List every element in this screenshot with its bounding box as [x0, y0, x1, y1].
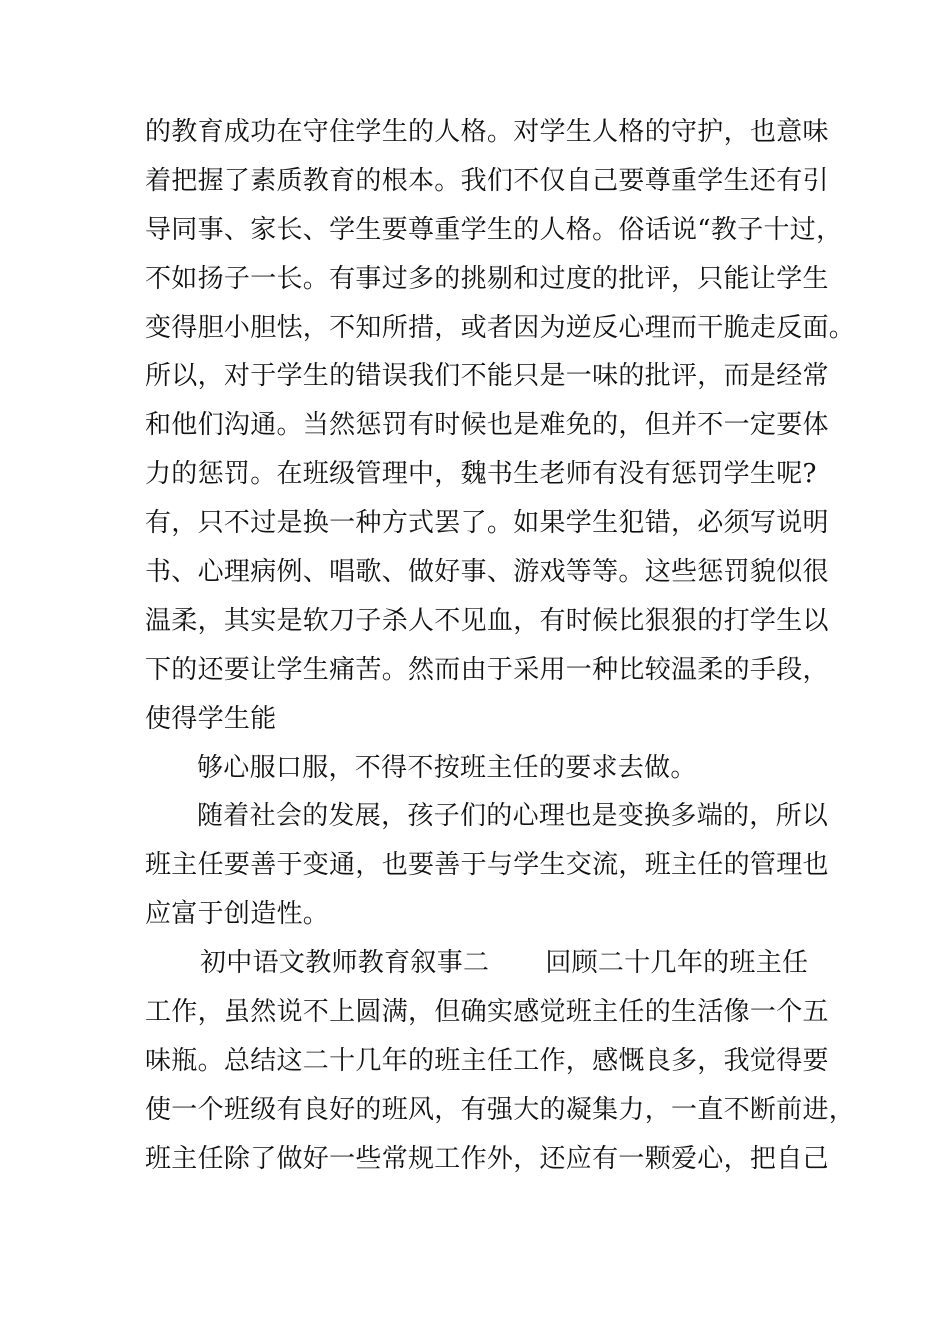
text-line: 力的惩罚。在班级管理中，魏书生老师有没有惩罚学生呢? [145, 459, 817, 490]
text-line: 应富于创造性。 [145, 899, 330, 930]
text-line: 下的还要让学生痛苦。然而由于采用一种比较温柔的手段， [145, 654, 829, 685]
text-line: 使一个班级有良好的班风，有强大的凝集力，一直不断前进， [145, 1094, 856, 1125]
text-line: 的教育成功在守住学生的人格。对学生人格的守护，也意味 [145, 117, 829, 147]
text-line: 导同事、家长、学生要尊重学生的人格。俗话说“教子十过， [145, 214, 843, 245]
text-line: 变得胆小胆怯，不知所措，或者因为逆反心理而干脆走反面。 [145, 312, 856, 343]
body-text [145, 108, 856, 1184]
text-line: 书、心理病例、唱歌、做好事、游戏等等。这些惩罚貌似很 [145, 557, 829, 588]
text-line: 有，只不过是换一种方式罢了。如果学生犯错，必须写说明 [145, 508, 829, 539]
text-line: 不如扬子一长。有事过多的挑剔和过度的批评，只能让学生 [145, 263, 829, 294]
text-line: 班主任除了做好一些常规工作外，还应有一颗爱心，把自己 [145, 1143, 829, 1174]
text-line: 味瓶。总结这二十几年的班主任工作，感慨良多，我觉得要 [145, 1045, 829, 1076]
section-start: 回顾二十几年的班主任 [545, 948, 809, 979]
text-line: 使得学生能 [145, 703, 277, 734]
paragraph-start-line: 随着社会的发展，孩子们的心理也是变换多端的，所以 [197, 801, 829, 832]
text-line: 和他们沟通。当然惩罚有时候也是难免的，但并不一定要体 [145, 410, 829, 441]
text-line: 温柔，其实是软刀子杀人不见血，有时候比狠狠的打学生以 [145, 605, 829, 636]
text-line: 工作，虽然说不上圆满，但确实感觉班主任的生活像一个五 [145, 997, 829, 1028]
text-line: 所以，对于学生的错误我们不能只是一味的批评，而是经常 [145, 361, 829, 392]
text-line: 着把握了素质教育的根本。我们不仅自己要尊重学生还有引 [145, 165, 829, 196]
text-line: 班主任要善于变通，也要善于与学生交流，班主任的管理也 [145, 850, 829, 881]
paragraph-start-line: 够心服口服，不得不按班主任的要求去做。 [197, 752, 697, 783]
section-heading-line [145, 939, 845, 988]
section-heading: 初中语文教师教育叙事二 [200, 948, 490, 979]
